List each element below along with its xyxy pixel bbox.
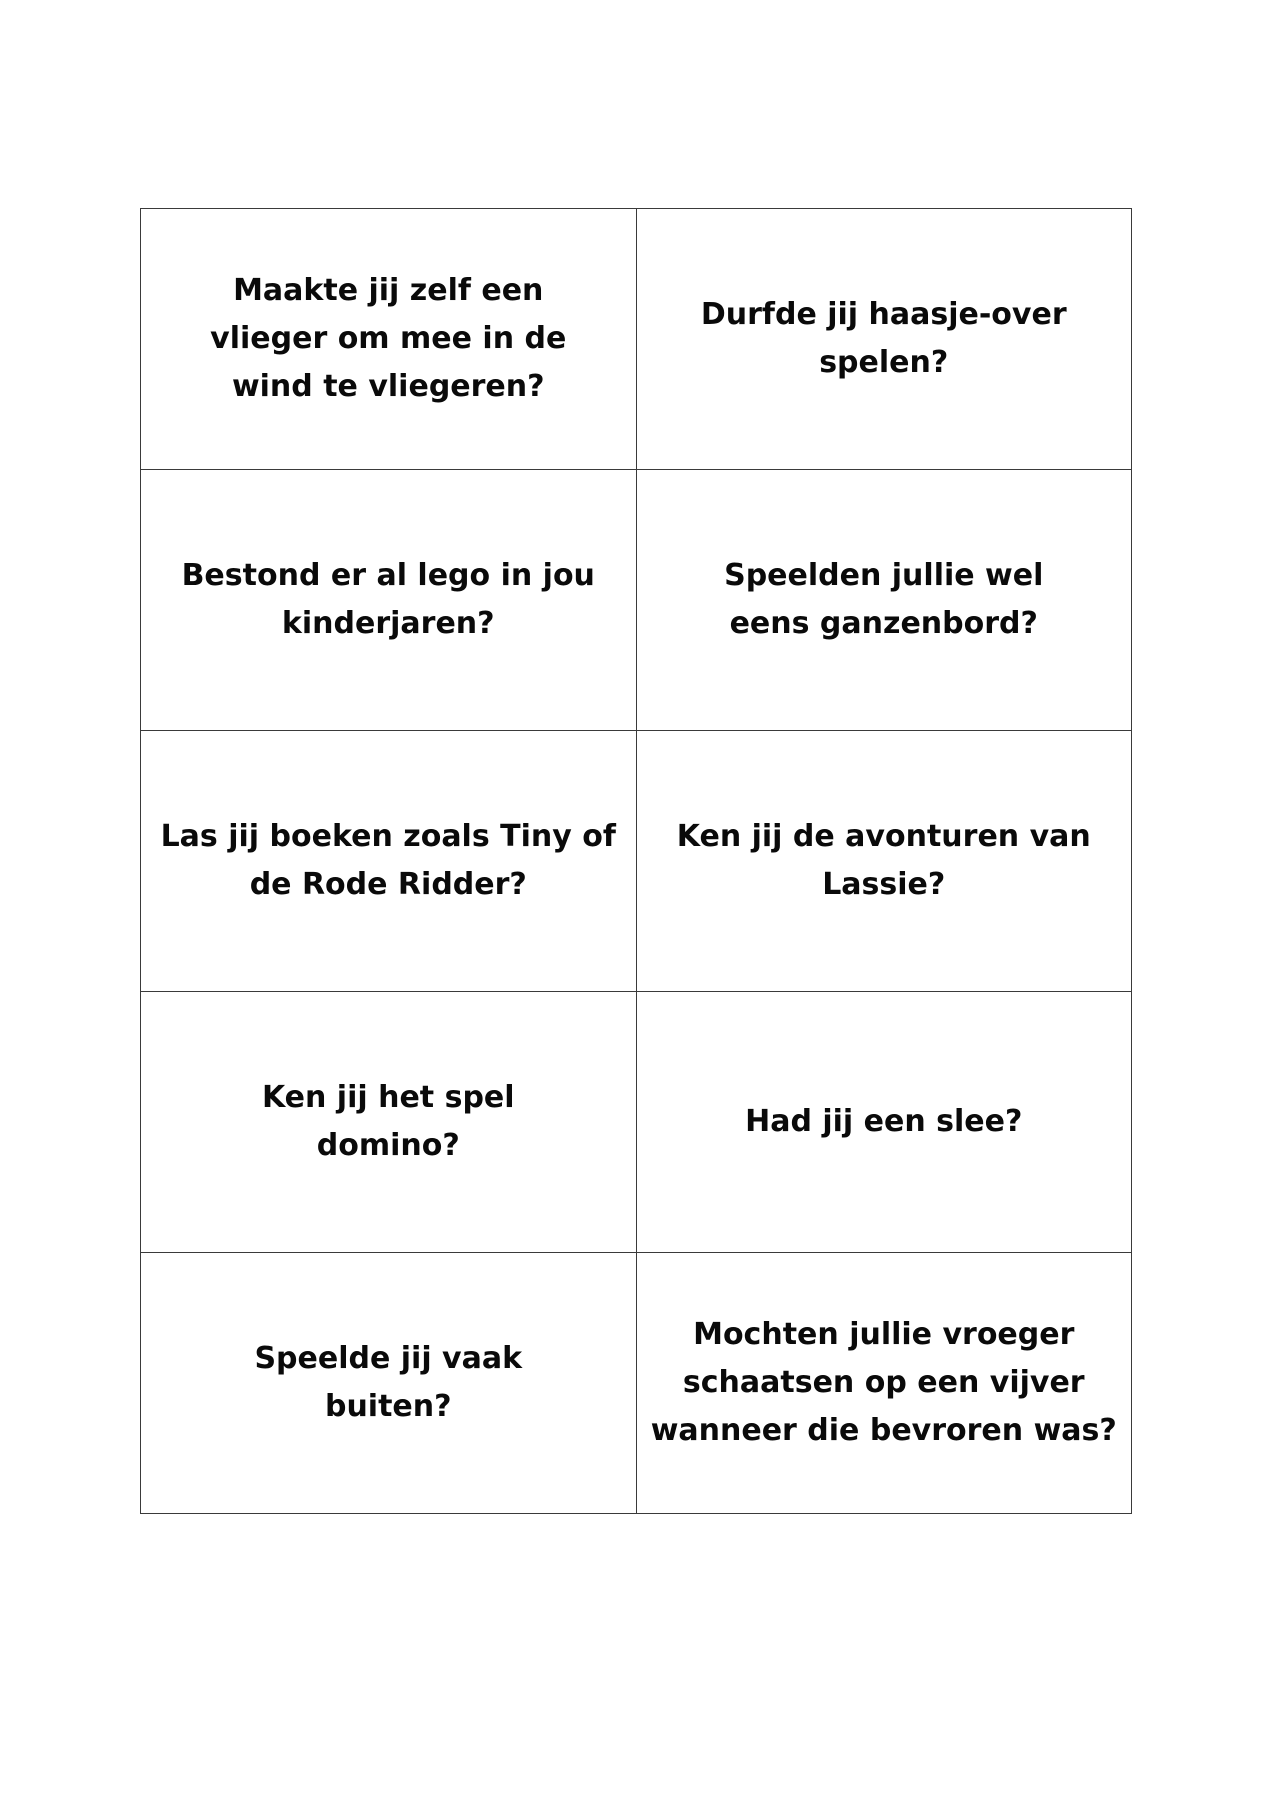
card-row <box>141 992 1132 1253</box>
card-row <box>141 470 1132 731</box>
question-card <box>636 731 1132 992</box>
question-card <box>141 1253 637 1514</box>
card-row <box>141 209 1132 470</box>
question-text: Durfde jij haasje-over spelen? <box>700 297 1067 380</box>
question-text: Maakte jij zelf een vlieger om mee in de wind te vliegeren? <box>210 273 567 404</box>
question-card <box>636 209 1132 470</box>
question-text: Mochten jullie vroeger schaatsen op een vijver wanneer die bevroren was? <box>650 1317 1117 1448</box>
question-card <box>141 209 637 470</box>
question-text: Speelde jij vaak buiten? <box>254 1341 523 1424</box>
question-card <box>636 470 1132 731</box>
question-card <box>141 470 637 731</box>
question-card-grid <box>140 208 1132 1514</box>
question-text: Ken jij het spel domino? <box>261 1080 515 1163</box>
card-row <box>141 731 1132 992</box>
question-card <box>141 731 637 992</box>
question-card <box>636 1253 1132 1514</box>
question-text: Ken jij de avonturen van Lassie? <box>676 819 1091 902</box>
question-text: Had jij een slee? <box>745 1104 1023 1139</box>
card-row <box>141 1253 1132 1514</box>
question-card <box>141 992 637 1253</box>
question-text: Speelden jullie wel eens ganzenbord? <box>724 558 1044 641</box>
question-text: Bestond er al lego in jou kinderjaren? <box>181 558 595 641</box>
question-card <box>636 992 1132 1253</box>
question-text: Las jij boeken zoals Tiny of de Rode Ridder? <box>160 819 616 902</box>
